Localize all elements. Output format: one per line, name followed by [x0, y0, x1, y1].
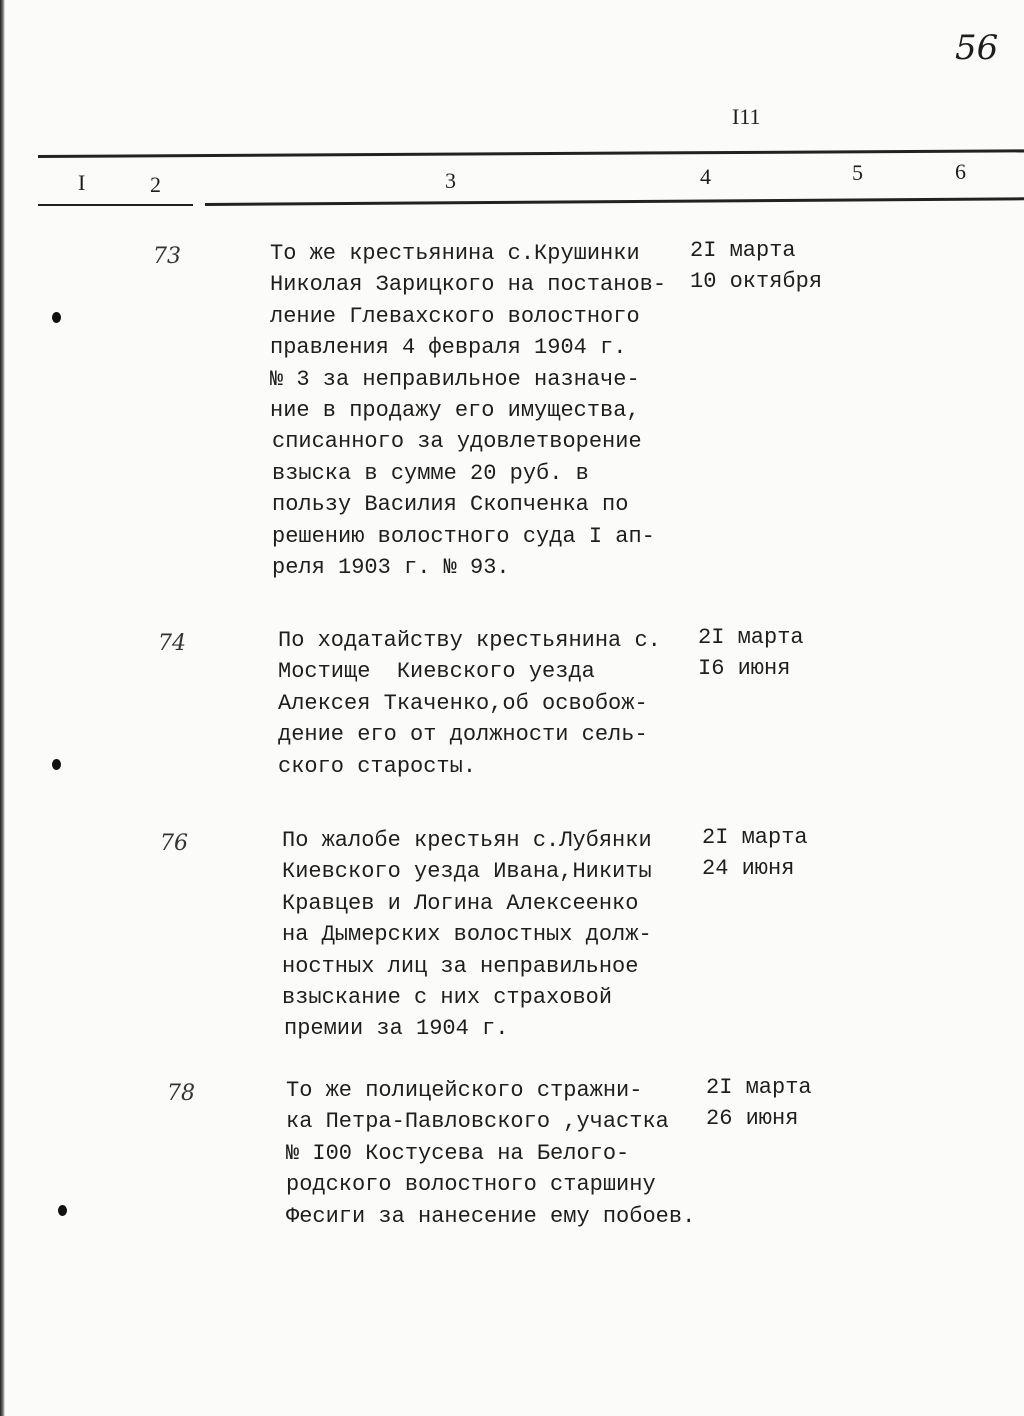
entry-text-line: Кравцев и Логина Алексеенко: [282, 890, 639, 916]
entry-text-line: решению волостного суда I ап-: [272, 523, 655, 549]
entry-number: 78: [167, 1081, 195, 1106]
header-bottom-rule-left: [38, 204, 193, 206]
entry-start-date: 2I марта: [698, 625, 804, 650]
entry-text-line: ление Глевахского волостного: [270, 303, 640, 329]
header-bottom-rule: [205, 197, 1024, 206]
column-header-2: 2: [150, 172, 161, 197]
entry-text-line: дение его от должности сель-: [278, 722, 648, 748]
entry-text-line: списанного за удовлетворение: [272, 429, 642, 455]
entry-end-date: 10 октября: [690, 269, 823, 295]
entry-text-line: на Дымерских волостных долж-: [282, 922, 652, 948]
entry-text-line: ние в продажу его имущества,: [270, 398, 640, 423]
entry-text-line: То же полицейского стражни-: [286, 1078, 643, 1103]
punch-hole: [52, 312, 61, 323]
page-number: I11: [732, 104, 761, 129]
entry-number: 74: [158, 631, 186, 656]
entry-text-line: пользу Василия Скопченка по: [272, 492, 629, 518]
entry-text-line: реля 1903 г. № 93.: [272, 555, 510, 580]
entry-text-line: То же крестьянина с.Крушинки: [270, 241, 640, 266]
entry-text-line: взыска в сумме 20 руб. в: [272, 460, 589, 486]
entry-text-line: № I00 Костусева на Белого-: [286, 1140, 630, 1166]
sheet-number: 56: [955, 28, 999, 68]
entry-text-line: По ходатайству крестьянина с.: [278, 628, 661, 653]
column-header-1: I: [78, 170, 86, 195]
entry-text-line: ского старосты.: [278, 753, 477, 779]
entry-number: 73: [153, 244, 181, 269]
entry-text-line: премии за 1904 г.: [284, 1016, 509, 1042]
entry-number: 76: [160, 831, 188, 856]
entry-text-line: Фесиги за нанесение ему побоев.: [286, 1203, 696, 1229]
scan-edge: [0, 0, 5, 1416]
entry-end-date: 26 июня: [706, 1106, 799, 1132]
entry-text-line: правления 4 февраля 1904 г.: [270, 335, 627, 361]
entry-text-line: Киевского уезда Ивана,Никиты: [282, 859, 652, 885]
entry-start-date: 2I марта: [690, 238, 796, 263]
entry-start-date: 2I марта: [706, 1075, 812, 1100]
entry-text-line: № 3 за неправильное назначе-: [270, 366, 640, 392]
punch-hole: [52, 759, 61, 770]
entry-text-line: взыскание с них страховой: [282, 985, 613, 1010]
column-header-4: 4: [700, 164, 711, 189]
entry-end-date: 24 июня: [702, 856, 795, 882]
column-header-5: 5: [852, 160, 863, 185]
entry-text-line: По жалобе крестьян с.Лубянки: [282, 828, 652, 853]
entry-text-line: Мостище Киевского уезда: [278, 659, 595, 685]
entry-text-line: ка Петра-Павловского ,участка: [286, 1109, 669, 1135]
entry-text-line: Алексея Ткаченко,об освобож-: [278, 690, 648, 716]
entry-text-line: ностных лиц за неправильное: [282, 953, 639, 979]
column-header-6: 6: [955, 159, 966, 184]
entry-text-line: родского волостного старшину: [286, 1172, 656, 1198]
entry-start-date: 2I марта: [702, 825, 808, 850]
entry-text-line: Николая Зарицкого на постанов-: [270, 272, 667, 298]
punch-hole: [58, 1205, 67, 1216]
entry-end-date: I6 июня: [698, 656, 791, 682]
column-header-3: 3: [445, 168, 456, 193]
header-top-rule: [38, 149, 1024, 158]
